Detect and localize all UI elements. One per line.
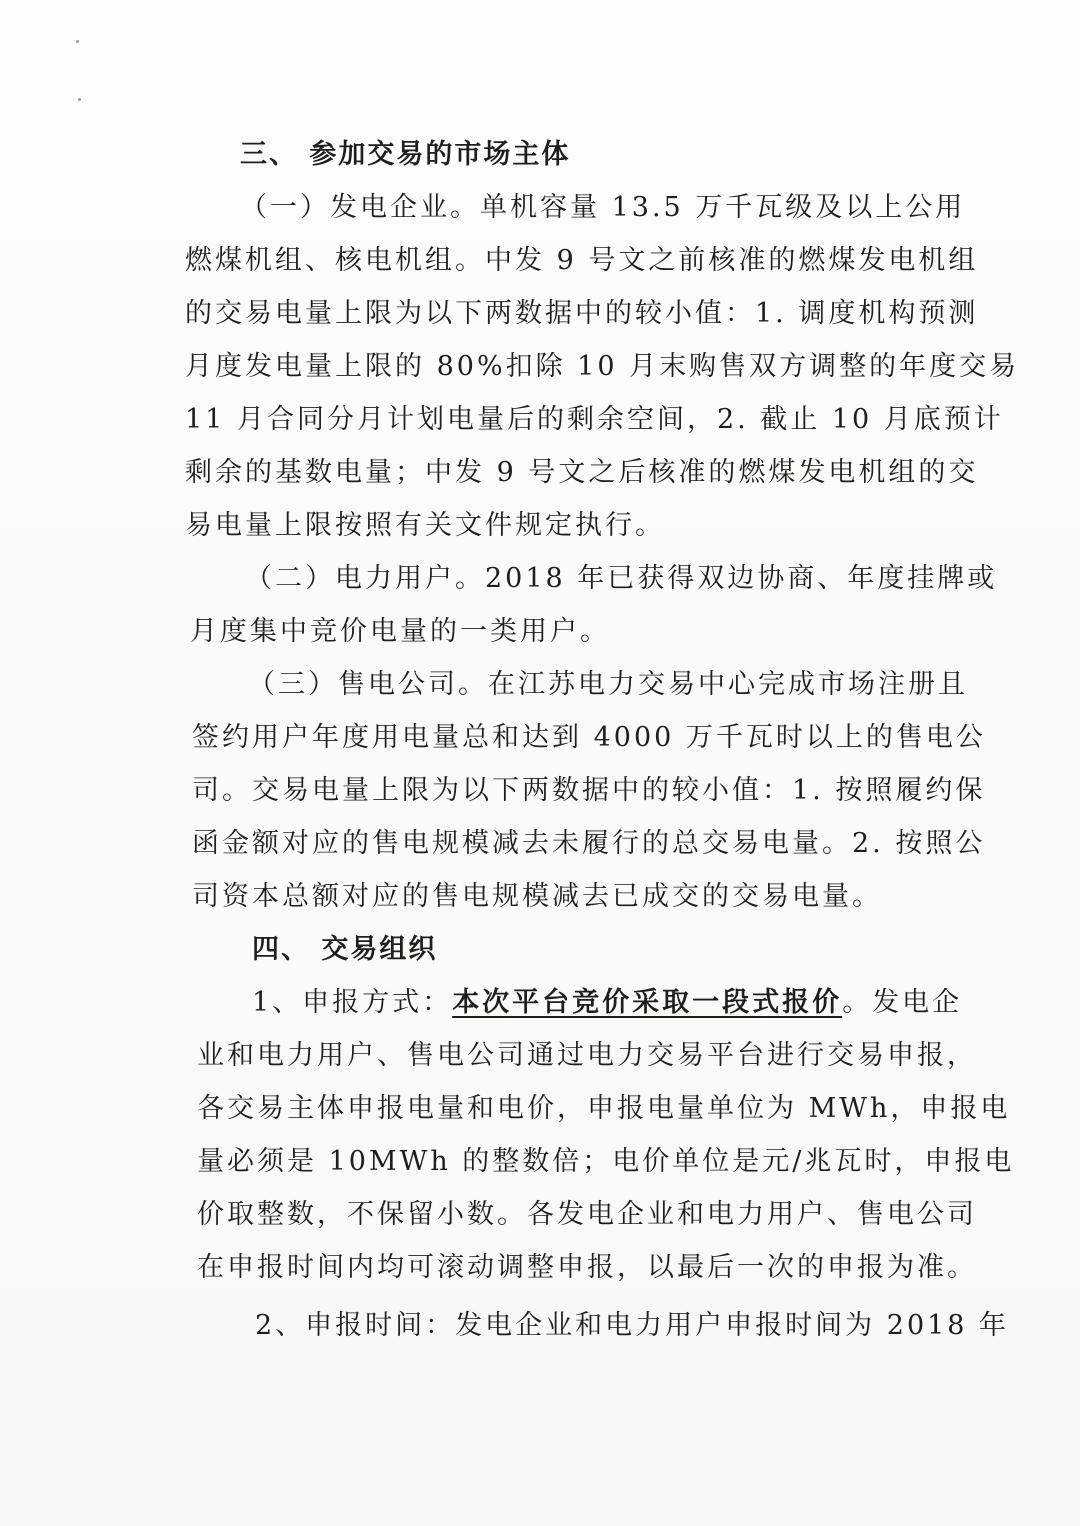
item-1-prefix: 1、申报方式： — [252, 987, 453, 1018]
item-1-emphasis: 本次平台竞价采取一段式报价 — [452, 987, 843, 1018]
paragraph-line: （三）售电公司。在江苏电力交易中心完成市场注册且 — [248, 669, 968, 700]
paragraph-line: 月度发电量上限的 80%扣除 10 月末购售双方调整的年度交易 — [185, 351, 1020, 382]
paragraph-line: 剩余的基数电量；中发 9 号文之后核准的燃煤发电机组的交 — [185, 457, 979, 488]
paragraph-line: 易电量上限按照有关文件规定执行。 — [185, 510, 665, 541]
paragraph-line: 价取整数，不保留小数。各发电企业和电力用户、售电公司 — [197, 1199, 977, 1230]
paragraph-line: 各交易主体申报电量和电价，申报电量单位为 MWh，申报电 — [197, 1093, 1011, 1124]
paragraph-line: 燃煤机组、核电机组。中发 9 号文之前核准的燃煤发电机组 — [185, 245, 979, 276]
section-3-heading: 三、 参加交易的市场主体 — [240, 139, 571, 170]
paragraph-line — [252, 985, 962, 1021]
paragraph-line: 2、申报时间：发电企业和电力用户申报时间为 2018 年 — [255, 1310, 1010, 1341]
paragraph-line: 的交易电量上限为以下两数据中的较小值：1. 调度机构预测 — [185, 298, 979, 329]
item-1-suffix: 。发电企 — [842, 987, 963, 1018]
paragraph-line: （二）电力用户。2018 年已获得双边协商、年度挂牌或 — [245, 563, 998, 594]
paragraph-line: 月度集中竞价电量的一类用户。 — [190, 616, 610, 647]
paragraph-line: 签约用户年度用电量总和达到 4000 万千瓦时以上的售电公 — [192, 722, 986, 753]
scan-speck — [76, 40, 79, 43]
paragraph-line: 量必须是 10MWh 的整数倍；电价单位是元/兆瓦时，申报电 — [197, 1146, 1015, 1177]
paragraph-line: 司资本总额对应的售电规模减去已成交的交易电量。 — [192, 881, 882, 912]
scan-speck — [78, 98, 81, 101]
section-4-heading: 四、 交易组织 — [252, 934, 438, 965]
paragraph-line: 司。交易电量上限为以下两数据中的较小值：1. 按照履约保 — [192, 775, 986, 806]
paragraph-line: 在申报时间内均可滚动调整申报，以最后一次的申报为准。 — [197, 1252, 977, 1283]
paragraph-line: 业和电力用户、售电公司通过电力交易平台进行交易申报， — [197, 1040, 977, 1071]
paragraph-line: （一）发电企业。单机容量 13.5 万千瓦级及以上公用 — [240, 192, 966, 223]
paragraph-line: 11 月合同分月计划电量后的剩余空间，2. 截止 10 月底预计 — [185, 404, 1004, 435]
paragraph-line: 函金额对应的售电规模减去未履行的总交易电量。2. 按照公 — [192, 828, 986, 859]
